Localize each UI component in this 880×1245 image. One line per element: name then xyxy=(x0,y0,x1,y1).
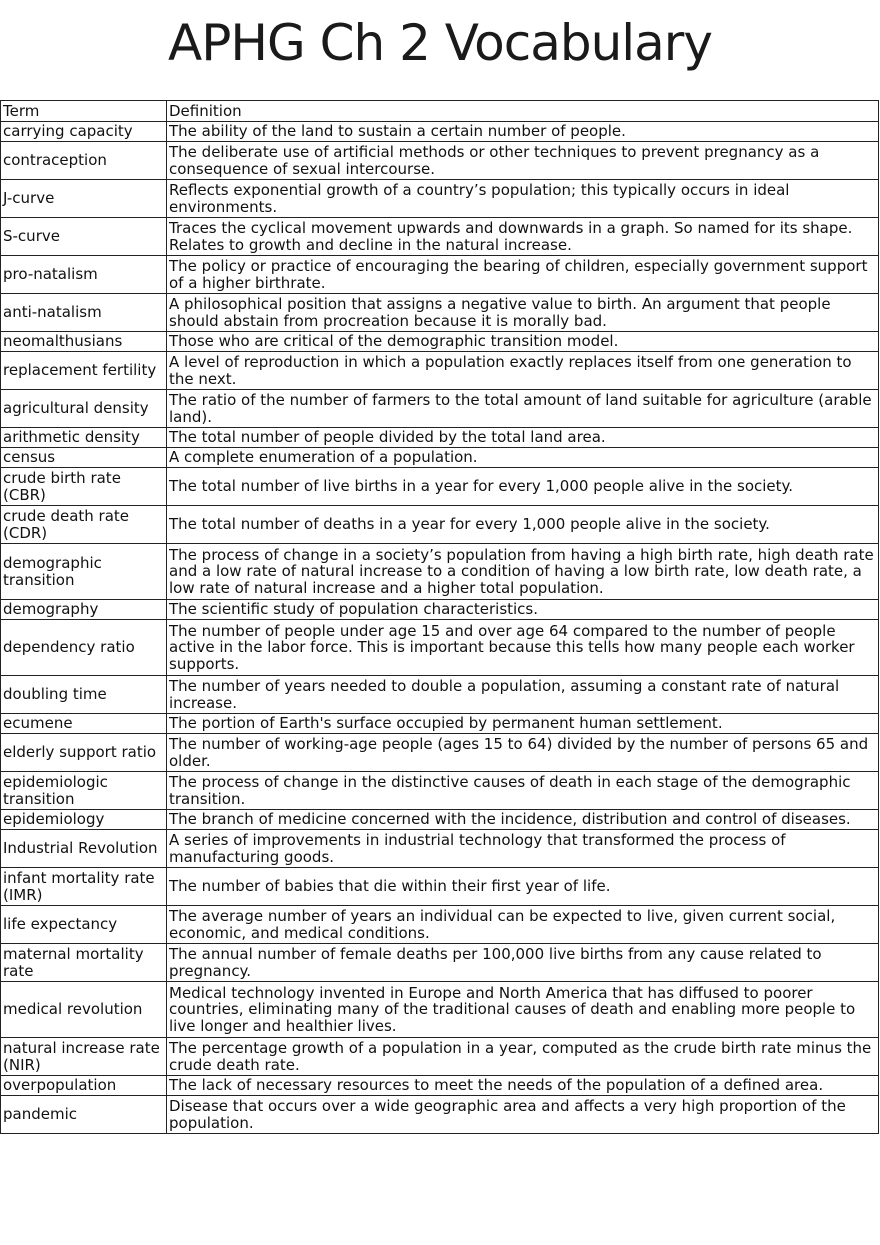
definition-cell: The policy or practice of encouraging the bearing of children, especially government support of a higher birthrate. xyxy=(167,256,879,294)
table-row xyxy=(1,944,879,982)
term-cell: anti-natalism xyxy=(1,294,167,332)
definition-cell: The scientific study of population characteristics. xyxy=(167,600,879,620)
definition-cell: The lack of necessary resources to meet the needs of the population of a defined area. xyxy=(167,1076,879,1096)
term-cell: medical revolution xyxy=(1,982,167,1038)
definition-cell: The percentage growth of a population in a year, computed as the crude birth rate minus the crude death rate. xyxy=(167,1038,879,1076)
term-cell: natural increase rate (NIR) xyxy=(1,1038,167,1076)
definition-cell: The process of change in the distinctive causes of death in each stage of the demographic transition. xyxy=(167,772,879,810)
table-header-row xyxy=(1,101,879,122)
term-cell: epidemiologic transition xyxy=(1,772,167,810)
definition-cell: Those who are critical of the demographic transition model. xyxy=(167,332,879,352)
term-cell: S-curve xyxy=(1,218,167,256)
definition-cell: The portion of Earth's surface occupied by permanent human settlement. xyxy=(167,714,879,734)
term-cell: demographic transition xyxy=(1,544,167,600)
term-cell: epidemiology xyxy=(1,810,167,830)
definition-cell: The average number of years an individual can be expected to live, given current social, economic, and medical conditions. xyxy=(167,906,879,944)
table-row xyxy=(1,600,879,620)
definition-cell: The number of babies that die within their first year of life. xyxy=(167,868,879,906)
definition-cell: The number of working-age people (ages 15 to 64) divided by the number of persons 65 and older. xyxy=(167,734,879,772)
table-row xyxy=(1,620,879,676)
term-cell: carrying capacity xyxy=(1,122,167,142)
term-cell: maternal mortality rate xyxy=(1,944,167,982)
term-cell: elderly support ratio xyxy=(1,734,167,772)
definition-cell: The number of years needed to double a population, assuming a constant rate of natural increase. xyxy=(167,676,879,714)
term-cell: dependency ratio xyxy=(1,620,167,676)
term-cell: infant mortality rate (IMR) xyxy=(1,868,167,906)
table-row xyxy=(1,772,879,810)
definition-cell: The ability of the land to sustain a certain number of people. xyxy=(167,122,879,142)
table-row xyxy=(1,142,879,180)
term-cell: crude birth rate (CBR) xyxy=(1,468,167,506)
term-cell: life expectancy xyxy=(1,906,167,944)
definition-cell: Traces the cyclical movement upwards and downwards in a graph. So named for its shape. Relates to growth and decline in the natural increase. xyxy=(167,218,879,256)
table-row xyxy=(1,352,879,390)
definition-cell: A complete enumeration of a population. xyxy=(167,448,879,468)
definition-cell: The ratio of the number of farmers to the total amount of land suitable for agriculture (arable land). xyxy=(167,390,879,428)
term-cell: arithmetic density xyxy=(1,428,167,448)
definition-cell: Reflects exponential growth of a country’s population; this typically occurs in ideal environments. xyxy=(167,180,879,218)
definition-cell: A philosophical position that assigns a negative value to birth. An argument that people should abstain from procreation because it is morally bad. xyxy=(167,294,879,332)
term-cell: ecumene xyxy=(1,714,167,734)
column-header-definition: Definition xyxy=(167,101,879,122)
table-row xyxy=(1,256,879,294)
term-cell: census xyxy=(1,448,167,468)
table-row xyxy=(1,676,879,714)
definition-cell: The total number of people divided by the total land area. xyxy=(167,428,879,448)
definition-cell: The total number of live births in a year for every 1,000 people alive in the society. xyxy=(167,468,879,506)
table-row xyxy=(1,218,879,256)
table-row xyxy=(1,428,879,448)
term-cell: doubling time xyxy=(1,676,167,714)
table-row xyxy=(1,734,879,772)
table-row xyxy=(1,294,879,332)
definition-cell: The annual number of female deaths per 100,000 live births from any cause related to pregnancy. xyxy=(167,944,879,982)
table-row xyxy=(1,1038,879,1076)
term-cell: pro-natalism xyxy=(1,256,167,294)
table-row xyxy=(1,868,879,906)
table-row xyxy=(1,714,879,734)
term-cell: overpopulation xyxy=(1,1076,167,1096)
term-cell: Industrial Revolution xyxy=(1,830,167,868)
term-cell: agricultural density xyxy=(1,390,167,428)
table-row xyxy=(1,506,879,544)
table-row xyxy=(1,1076,879,1096)
definition-cell: The deliberate use of artificial methods or other techniques to prevent pregnancy as a consequence of sexual intercourse. xyxy=(167,142,879,180)
term-cell: pandemic xyxy=(1,1096,167,1134)
definition-cell: Medical technology invented in Europe and North America that has diffused to poorer countries, eliminating many of the traditional causes of death and enabling more people to live longer and healthier lives. xyxy=(167,982,879,1038)
table-row xyxy=(1,906,879,944)
definition-cell: A level of reproduction in which a population exactly replaces itself from one generation to the next. xyxy=(167,352,879,390)
term-cell: contraception xyxy=(1,142,167,180)
definition-cell: The branch of medicine concerned with the incidence, distribution and control of diseases. xyxy=(167,810,879,830)
term-cell: crude death rate (CDR) xyxy=(1,506,167,544)
table-row xyxy=(1,122,879,142)
table-row xyxy=(1,468,879,506)
table-row xyxy=(1,390,879,428)
table-row xyxy=(1,830,879,868)
definition-cell: The process of change in a society’s population from having a high birth rate, high death rate and a low rate of natural increase to a condition of having a low birth rate, low death rate, a low rate of natural increase and a higher total population. xyxy=(167,544,879,600)
column-header-term: Term xyxy=(1,101,167,122)
table-row xyxy=(1,982,879,1038)
term-cell: demography xyxy=(1,600,167,620)
table-row xyxy=(1,180,879,218)
definition-cell: The number of people under age 15 and over age 64 compared to the number of people active in the labor force. This is important because this tells how many people each worker supports. xyxy=(167,620,879,676)
term-cell: J-curve xyxy=(1,180,167,218)
table-row xyxy=(1,544,879,600)
term-cell: neomalthusians xyxy=(1,332,167,352)
vocabulary-table xyxy=(0,100,879,1134)
definition-cell: A series of improvements in industrial technology that transformed the process of manufacturing goods. xyxy=(167,830,879,868)
definition-cell: Disease that occurs over a wide geographic area and affects a very high proportion of the population. xyxy=(167,1096,879,1134)
table-row xyxy=(1,1096,879,1134)
table-row xyxy=(1,332,879,352)
table-row xyxy=(1,810,879,830)
definition-cell: The total number of deaths in a year for every 1,000 people alive in the society. xyxy=(167,506,879,544)
table-row xyxy=(1,448,879,468)
term-cell: replacement fertility xyxy=(1,352,167,390)
page-title: APHG Ch 2 Vocabulary xyxy=(168,14,712,72)
